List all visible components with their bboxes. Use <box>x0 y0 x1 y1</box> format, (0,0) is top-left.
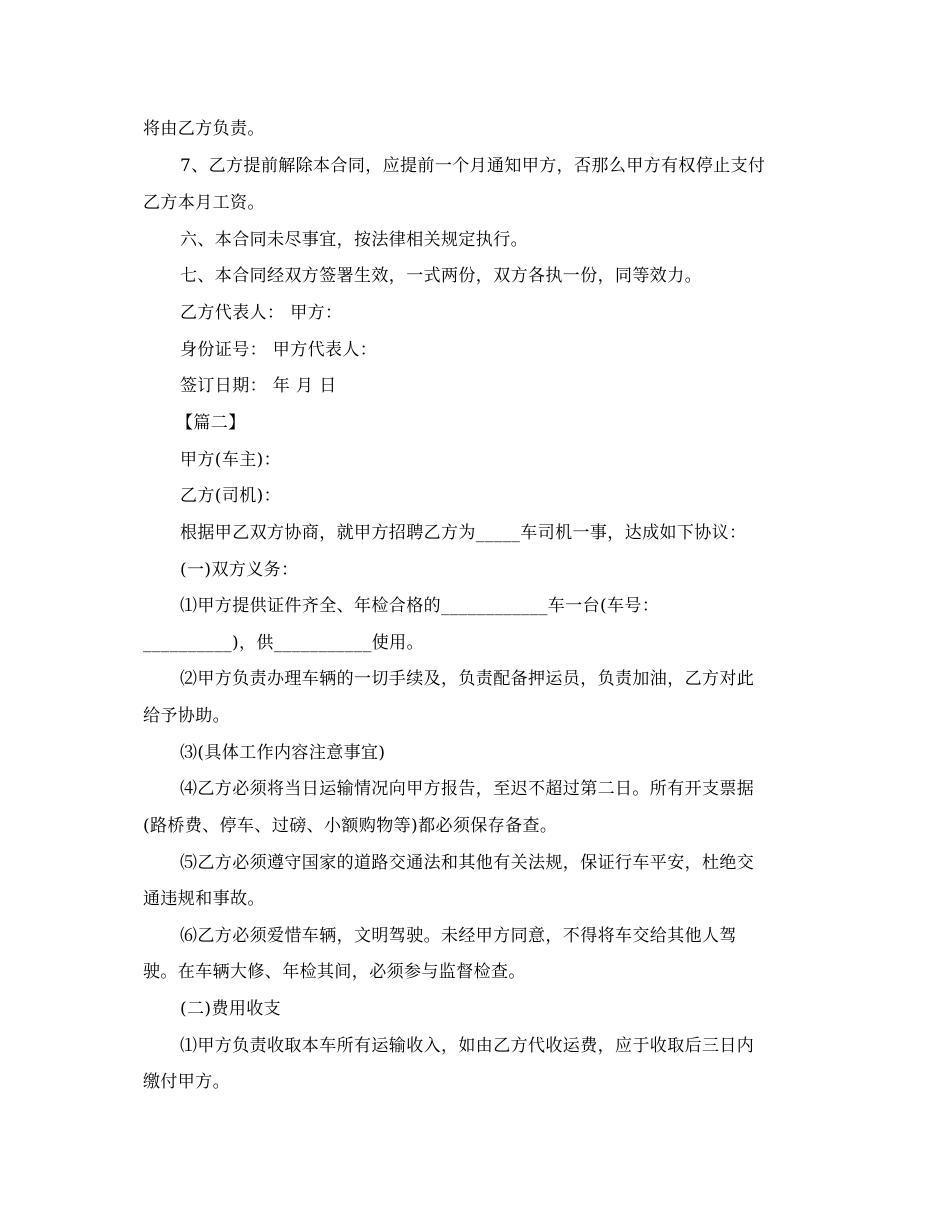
text-line: ⑶(具体工作内容注意事宜) <box>180 743 386 763</box>
text-line: 7、乙方提前解除本合同，应提前一个月通知甲方，否那么甲方有权停止支付 <box>180 156 766 176</box>
text-line: 签订日期： 年 月 日 <box>180 376 337 396</box>
text-line: 缴付甲方。 <box>143 1072 230 1092</box>
text-line: 六、本合同未尽事宜，按法律相关规定执行。 <box>180 230 528 250</box>
text-line: (一)双方义务： <box>180 560 299 580</box>
text-line: ⑴甲方负责收取本车所有运输收入，如由乙方代收运费，应于收取后三日内 <box>180 1036 755 1056</box>
text-line: ⑷乙方必须将当日运输情况向甲方报告，至迟不超过第二日。所有开支票据 <box>180 779 755 799</box>
text-line: 身份证号： 甲方代表人： <box>180 340 378 360</box>
text-line: (路桥费、停车、过磅、小额购物等)都必须保存备查。 <box>143 816 558 836</box>
text-line: 将由乙方负责。 <box>143 119 265 139</box>
text-line: 甲方(车主)： <box>180 450 282 470</box>
text-line: ⑹乙方必须爱惜车辆，文明驾驶。未经甲方同意，不得将车交给其他人驾 <box>180 926 737 946</box>
text-line: 七、本合同经双方签署生效，一式两份，双方各执一份，同等效力。 <box>180 266 702 286</box>
section-heading: 【篇二】 <box>176 413 246 433</box>
text-line: __________)，供___________使用。 <box>143 633 424 653</box>
text-line: 给予协助。 <box>143 706 230 726</box>
text-line: 驶。在车辆大修、年检其间，必须参与监督检查。 <box>143 962 526 982</box>
text-line: 根据甲乙双方协商，就甲方招聘乙方为_____车司机一事，达成如下协议： <box>180 523 747 543</box>
text-line: 乙方本月工资。 <box>143 193 265 213</box>
text-line: ⑴甲方提供证件齐全、年检合格的____________车一台(车号： <box>180 596 660 616</box>
text-line: ⑸乙方必须遵守国家的道路交通法和其他有关法规，保证行车平安，杜绝交 <box>180 853 755 873</box>
text-line: (二)费用收支 <box>180 999 282 1019</box>
text-line: ⑵甲方负责办理车辆的一切手续及，负责配备押运员，负责加油，乙方对此 <box>180 669 755 689</box>
text-line: 乙方代表人： 甲方： <box>180 303 343 323</box>
text-line: 通违规和事故。 <box>143 889 265 909</box>
text-line: 乙方(司机)： <box>180 486 282 506</box>
